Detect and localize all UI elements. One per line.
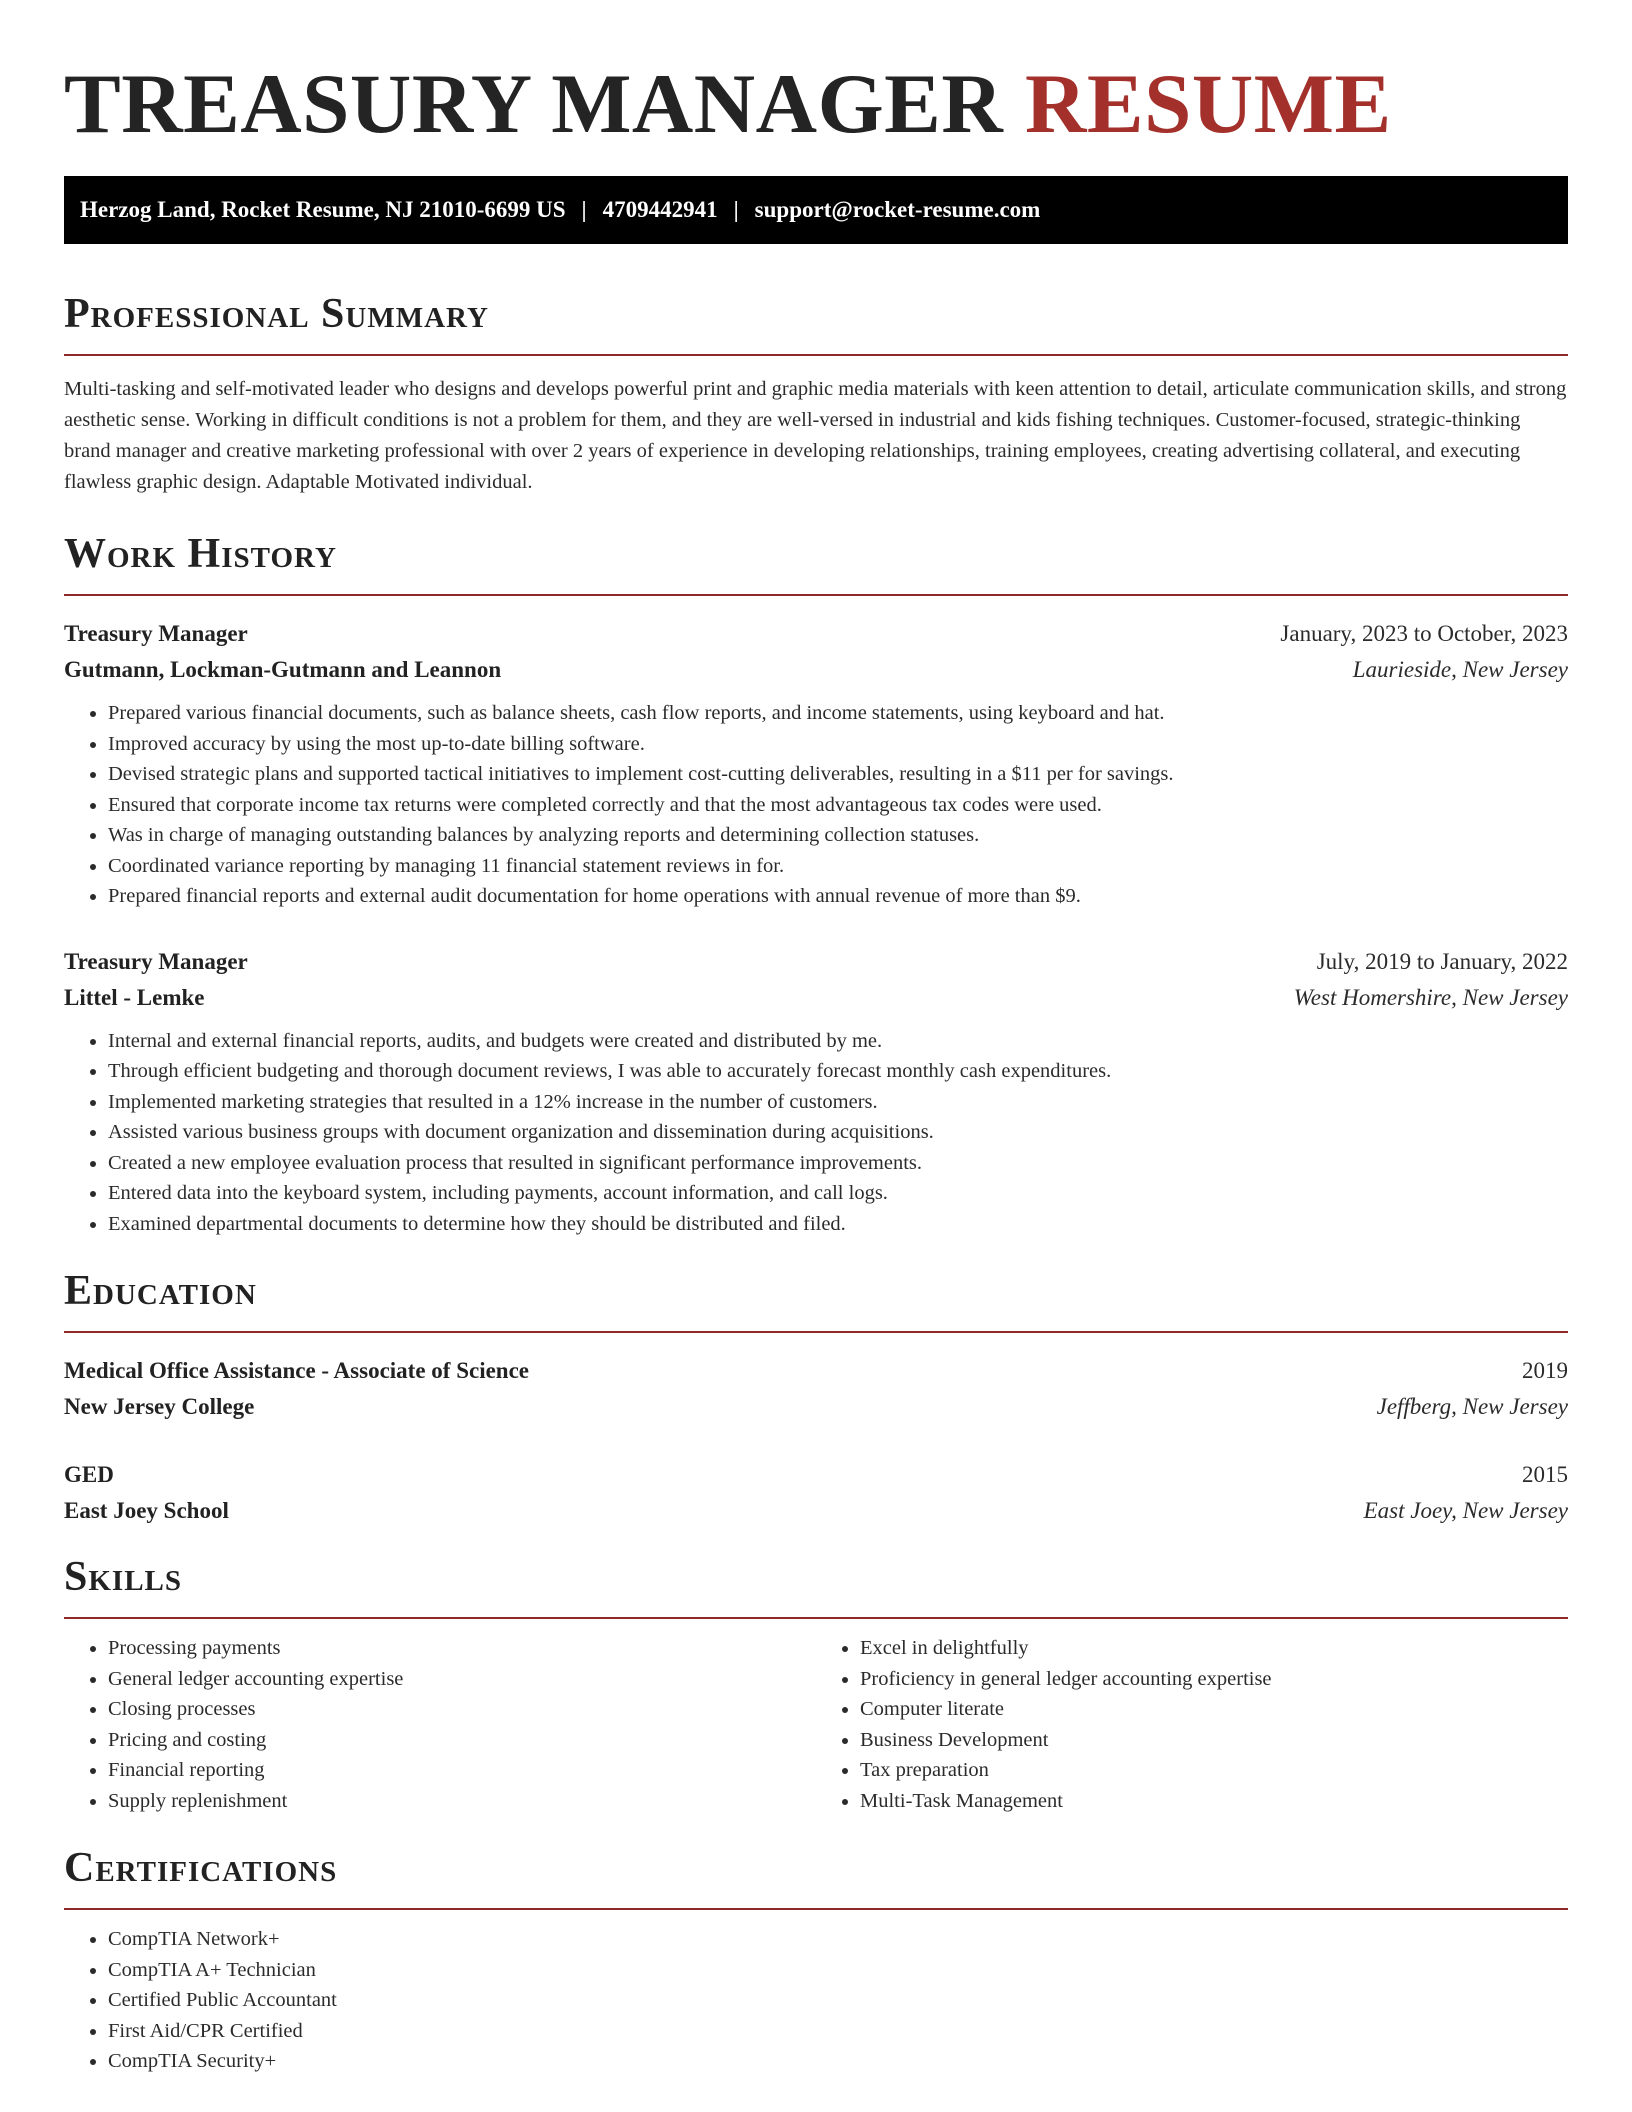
job-company-row: [64, 980, 1568, 1016]
section-divider: [64, 1617, 1568, 1619]
skills-section: [64, 1551, 1568, 1816]
skill-item: • Multi-Task Management: [860, 1786, 1568, 1817]
job-bullet: • Coordinated variance reporting by managing 11 financial statement reviews in for.: [108, 851, 1568, 882]
education-degree-row: [64, 1457, 1568, 1493]
skill-item: • Tax preparation: [860, 1755, 1568, 1786]
section-divider: [64, 1908, 1568, 1910]
job-company: Gutmann, Lockman-Gutmann and Leannon: [64, 657, 502, 682]
education-location: Jeffberg, New Jersey: [1376, 1394, 1568, 1419]
certifications-list: [64, 1924, 1568, 2077]
education-section: [64, 1265, 1568, 1529]
contact-email[interactable]: support@rocket-resume.com: [754, 197, 1041, 222]
skill-item: • Proficiency in general ledger accounting expertise: [860, 1664, 1568, 1695]
job-bullets: [64, 698, 1568, 912]
job-title: Treasury Manager: [64, 948, 248, 974]
job-company: Littel - Lemke: [64, 984, 205, 1010]
education-entry: [64, 1457, 1568, 1529]
skills-list-right: [816, 1633, 1568, 1816]
education-year: 2015: [1522, 1462, 1568, 1487]
contact-bar: [64, 176, 1568, 244]
skill-item: • Business Development: [860, 1725, 1568, 1756]
education-location: East Joey, New Jersey: [1363, 1498, 1568, 1523]
job-bullet: • Prepared various financial documents, such as balance sheets, cash flow reports, and income statements, using keyboard and hat.: [108, 698, 1568, 729]
education-degree: GED: [64, 1462, 114, 1487]
title-accent: RESUME: [1025, 57, 1392, 151]
summary-text: Multi-tasking and self-motivated leader who designs and develops powerful print and graphic media materials with keen attention to detail, articulate communication skills, and strong aesthetic sense. Working in difficult conditions is not a problem for them, and they are well-versed in industrial and kids fishing techniques. Customer-focused, strategic-thinking brand manager and creative marketing professional with over 2 years of experience in developing relationships, training employees, creating advertising collateral, and executing flawless graphic design. Adaptable Motivated individual.: [64, 378, 1567, 493]
section-divider: [64, 594, 1568, 596]
contact-separator: |: [733, 197, 739, 222]
skills-heading: Skills: [64, 1554, 183, 1600]
job-bullet: • Prepared financial reports and external audit documentation for home operations with annual revenue of more than $9.: [108, 881, 1568, 912]
certifications-heading: Certifications: [64, 1845, 338, 1891]
job-location: West Homershire, New Jersey: [1293, 984, 1568, 1010]
job-bullet: • Internal and external financial reports, audits, and budgets were created and distributed by me.: [108, 1026, 1568, 1057]
job-header-row: [64, 944, 1568, 980]
job-bullet: • Assisted various business groups with document organization and dissemination during acquisitions.: [108, 1117, 1568, 1148]
education-degree: Medical Office Assistance - Associate of Science: [64, 1358, 529, 1383]
job-title: Treasury Manager: [64, 621, 248, 646]
job-dates: January, 2023 to October, 2023: [1280, 621, 1568, 646]
summary-section: [64, 288, 1568, 498]
summary-heading: Professional Summary: [64, 291, 489, 337]
job-bullet: • Was in charge of managing outstanding balances by analyzing reports and determining collection statuses.: [108, 820, 1568, 851]
certification-item: • Certified Public Accountant: [108, 1985, 1568, 2016]
skill-item: • Processing payments: [108, 1633, 816, 1664]
job-bullet: • Ensured that corporate income tax returns were completed correctly and that the most advantageous tax codes were used.: [108, 790, 1568, 821]
job-bullet: • Implemented marketing strategies that resulted in a 12% increase in the number of customers.: [108, 1087, 1568, 1118]
certification-item: • CompTIA Network+: [108, 1924, 1568, 1955]
skills-list-left: [64, 1633, 816, 1816]
job-header-row: [64, 616, 1568, 652]
section-divider: [64, 1331, 1568, 1333]
education-school: New Jersey College: [64, 1394, 255, 1419]
certifications-section: [64, 1842, 1568, 2077]
section-divider: [64, 354, 1568, 356]
contact-address: Herzog Land, Rocket Resume, NJ 21010-6699 US: [80, 197, 566, 222]
certification-item: • CompTIA Security+: [108, 2046, 1568, 2077]
job-bullet: • Devised strategic plans and supported tactical initiatives to implement cost-cutting deliverables, resulting in a $11 per for savings.: [108, 759, 1568, 790]
education-school-row: [64, 1493, 1568, 1529]
education-heading: Education: [64, 1268, 257, 1314]
contact-separator: |: [581, 197, 587, 222]
skill-item: • Excel in delightfully: [860, 1633, 1568, 1664]
job-bullet: • Improved accuracy by using the most up-to-date billing software.: [108, 729, 1568, 760]
education-degree-row: [64, 1353, 1568, 1389]
skill-item: • Pricing and costing: [108, 1725, 816, 1756]
job-entry: [64, 616, 1568, 912]
job-bullet: • Entered data into the keyboard system, including payments, account information, and call logs.: [108, 1178, 1568, 1209]
skill-item: • Computer literate: [860, 1694, 1568, 1725]
education-year: 2019: [1522, 1358, 1568, 1383]
job-bullet: • Created a new employee evaluation process that resulted in significant performance improvements.: [108, 1148, 1568, 1179]
education-entry: [64, 1353, 1568, 1425]
work-section: [64, 528, 1568, 1239]
job-company-row: [64, 652, 1568, 688]
education-school-row: [64, 1389, 1568, 1425]
certification-item: • First Aid/CPR Certified: [108, 2016, 1568, 2047]
education-school: East Joey School: [64, 1498, 229, 1523]
skills-columns: [64, 1633, 1568, 1816]
job-bullets: [64, 1026, 1568, 1240]
skill-item: • General ledger accounting expertise: [108, 1664, 816, 1695]
title-main: TREASURY MANAGER: [64, 57, 1004, 151]
contact-phone[interactable]: 4709442941: [602, 197, 718, 222]
work-heading: Work History: [64, 531, 337, 577]
job-bullet: • Through efficient budgeting and thorough document reviews, I was able to accurately forecast monthly cash expenditures.: [108, 1056, 1568, 1087]
certification-item: • CompTIA A+ Technician: [108, 1955, 1568, 1986]
skill-item: • Supply replenishment: [108, 1786, 816, 1817]
job-entry: [64, 944, 1568, 1240]
skill-item: • Closing processes: [108, 1694, 816, 1725]
job-bullet: • Examined departmental documents to determine how they should be distributed and filed.: [108, 1209, 1568, 1240]
job-location: Laurieside, New Jersey: [1352, 657, 1568, 682]
resume-title: [64, 0, 1568, 154]
job-dates: July, 2019 to January, 2022: [1316, 948, 1568, 974]
skill-item: • Financial reporting: [108, 1755, 816, 1786]
